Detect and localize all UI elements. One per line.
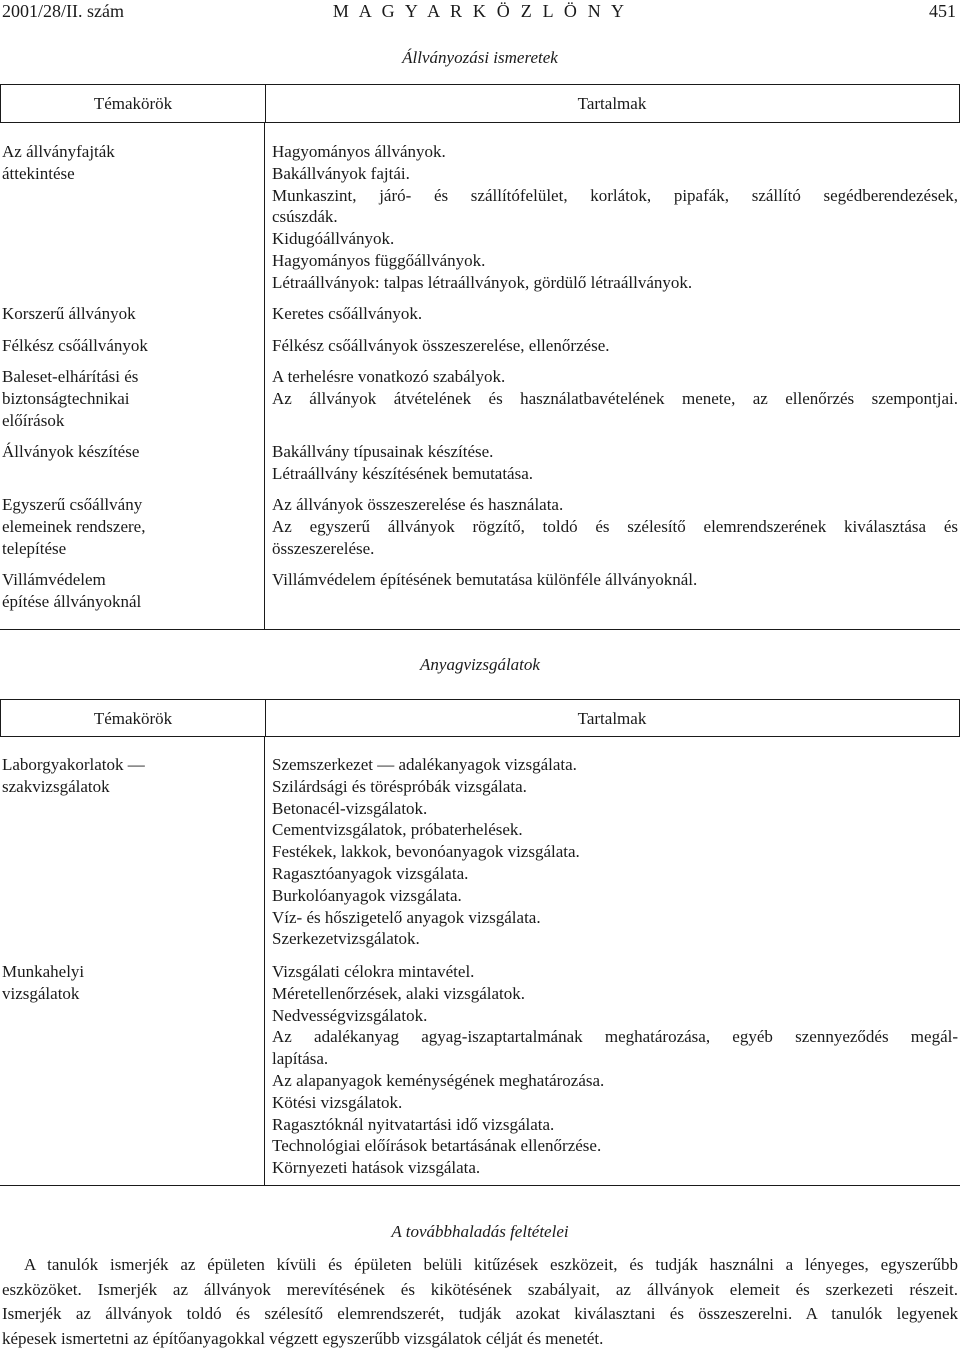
content-line: Vizsgálati célokra mintavétel. (272, 962, 475, 981)
topic-line: Villámvédelem (2, 570, 106, 589)
content-line: Szerkezetvizsgálatok. (272, 929, 420, 949)
content-line: Munkaszint, járó- és szállítófelület, korlátok, pipafák, szállító segédberendezések, (272, 185, 958, 205)
topic-line: Az állványfajták (2, 142, 115, 161)
topic-line: Munkahelyi (2, 962, 85, 981)
topic-cell (2, 366, 252, 431)
requirements-paragraph (2, 1253, 958, 1350)
page-header (0, 1, 960, 25)
content-line: Az adalékanyag agyag-iszaptartalmának meghatározása, egyéb szennyeződés megál- (272, 1027, 958, 1047)
content-line: Technológiai előírások betartásának ellenőrzése. (272, 1136, 602, 1156)
column-header-contents: Tartalmak (577, 94, 647, 113)
content-line: Az állványok átvételének és használatbavételének menete, az ellenőrzés szempontjai. (272, 388, 958, 408)
content-line: Ragasztóanyagok vizsgálata. (272, 863, 469, 883)
content-line: Nedvességvizsgálatok. (272, 1005, 428, 1025)
issue-number: 2001/28/II. szám (2, 1, 124, 21)
topic-line: Laborgyakorlatok — (2, 755, 145, 774)
section-title-anyagvizsgalatok: Anyagvizsgálatok (420, 655, 540, 674)
content-line: Méretellenőrzések, alaki vizsgálatok. (272, 983, 525, 1003)
content-line: Szemszerkezet — adalékanyagok vizsgálata. (272, 755, 577, 774)
content-line: Betonacél-vizsgálatok. (272, 798, 428, 818)
paragraph-line: Ismerjék az állványok toldó és szélesítő elemrendszerét, tudják azokat kiválasztani és összeszerelni. A tanulók legyenek (2, 1304, 958, 1323)
content-line: Az állványok összeszerelése és használata. (272, 495, 564, 514)
content-line: Kidugóállványok. (272, 229, 395, 249)
topic-line: építése állványoknál (2, 591, 142, 611)
content-line: Burkolóanyagok vizsgálata. (272, 885, 462, 905)
content-cell (272, 335, 958, 357)
topic-cell (2, 141, 252, 185)
topic-line: Állványok készítése (2, 442, 140, 461)
section-title-tovabbhaladas: A továbbhaladás feltételei (391, 1222, 569, 1241)
column-divider (264, 737, 265, 1185)
content-cell (272, 494, 958, 559)
content-line: összeszerelése. (272, 538, 375, 558)
table-header-section2 (0, 699, 960, 737)
topic-line: elemeinek rendszere, (2, 516, 146, 536)
table-bottom-rule (0, 1185, 960, 1186)
content-line: Kötési vizsgálatok. (272, 1092, 403, 1112)
table-bottom-rule (0, 629, 960, 630)
content-line: Az egyszerű állványok rögzítő, toldó és szélesítő elemrendszerének kiválasztása és (272, 516, 958, 536)
content-cell (272, 441, 958, 485)
topic-cell (2, 441, 252, 463)
content-line: Létraállványok: talpas létraállványok, gördülő létraállványok. (272, 272, 693, 292)
topic-line: előírások (2, 410, 65, 430)
content-cell (272, 366, 958, 410)
content-line: Cementvizsgálatok, próbaterhelések. (272, 820, 523, 840)
topic-line: biztonságtechnikai (2, 388, 130, 408)
publication-title: M A G Y A R K Ö Z L Ö N Y (332, 1, 628, 21)
content-line: Létraállvány készítésének bemutatása. (272, 463, 534, 483)
content-line: Hagyományos állványok. (272, 142, 446, 161)
topic-line: áttekintése (2, 163, 75, 183)
topic-cell (2, 494, 252, 559)
content-line: A terhelésre vonatkozó szabályok. (272, 367, 506, 386)
column-divider (264, 123, 265, 629)
column-header-contents: Tartalmak (577, 709, 647, 728)
topic-line: szakvizsgálatok (2, 776, 110, 796)
topic-cell (2, 335, 252, 357)
content-line: Keretes csőállványok. (272, 304, 423, 323)
topic-cell (2, 569, 252, 613)
column-header-topics: Témakörök (93, 94, 173, 113)
content-line: Víz- és hőszigetelő anyagok vizsgálata. (272, 907, 541, 927)
page-number: 451 (929, 1, 956, 21)
topic-cell (2, 961, 252, 1005)
content-cell (272, 754, 958, 950)
content-line: Környezeti hatások vizsgálata. (272, 1158, 481, 1178)
topic-cell (2, 303, 252, 325)
topic-line: Korszerű állványok (2, 304, 136, 323)
topic-line: telepítése (2, 538, 67, 558)
content-line: Szilárdsági és töréspróbák vizsgálata. (272, 776, 527, 796)
topic-cell (2, 754, 252, 798)
topic-line: Baleset-elhárítási és (2, 367, 139, 386)
content-line: Bakállvány típusainak készítése. (272, 442, 494, 461)
table-header-section1 (0, 84, 960, 123)
content-line: Az alapanyagok keménységének meghatározása. (272, 1070, 605, 1090)
section-title-allvanyozas: Állványozási ismeretek (402, 48, 558, 67)
topic-line: Félkész csőállványok (2, 336, 148, 355)
content-line: csúszdák. (272, 207, 338, 227)
content-cell (272, 141, 958, 294)
content-cell (272, 569, 958, 591)
content-cell (272, 303, 958, 325)
content-line: Hagyományos függőállványok. (272, 250, 486, 270)
content-line: Ragasztóknál nyitvatartási idő vizsgálata. (272, 1114, 555, 1134)
paragraph-line: képesek ismertetni az építőanyagokkal végzett egyszerűbb vizsgálatok célját és menetét. (2, 1328, 604, 1348)
paragraph-line: A tanulók ismerjék az épületen kívüli és épületen belüli kitűzések eszközeit, és tudják használni a lényeges, egyszerűbb (24, 1255, 958, 1274)
content-line: Félkész csőállványok összeszerelése, ellenőrzése. (272, 336, 610, 355)
content-line: Villámvédelem építésének bemutatása különféle állványoknál. (272, 570, 698, 589)
column-header-topics: Témakörök (93, 709, 173, 728)
content-line: Bakállványok fajtái. (272, 163, 410, 183)
content-cell (272, 961, 958, 1179)
topic-line: Egyszerű csőállvány (2, 495, 143, 514)
content-line: Festékek, lakkok, bevonóanyagok vizsgálata. (272, 842, 580, 862)
paragraph-line: eszközöket. Ismerjék az állványok merevítésének és kikötésének szabályait, az állványok elemeit és szerkezeti részeit. (2, 1279, 958, 1299)
content-line: lapítása. (272, 1049, 329, 1069)
topic-line: vizsgálatok (2, 983, 80, 1003)
